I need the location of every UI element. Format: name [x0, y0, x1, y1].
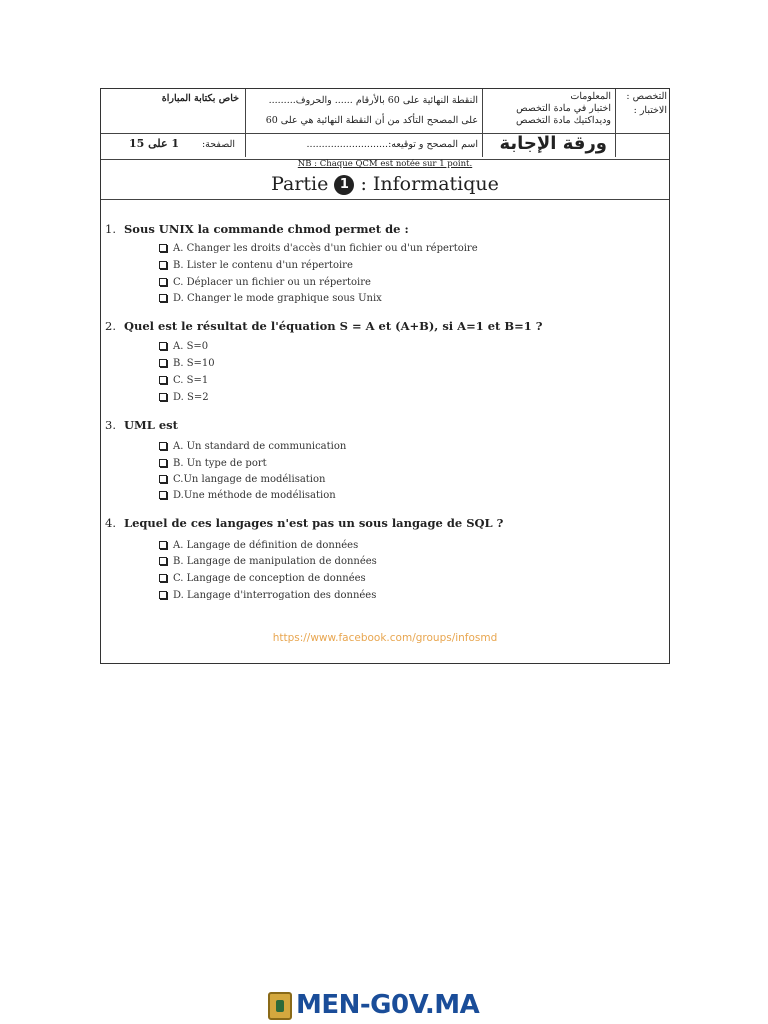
specialty-cell: [616, 89, 669, 157]
option-item[interactable]: [159, 474, 325, 485]
option-item[interactable]: [159, 243, 478, 254]
part-title: [101, 173, 669, 195]
checkbox[interactable]: [159, 541, 167, 549]
checkbox[interactable]: [159, 591, 167, 599]
checkbox[interactable]: [159, 342, 167, 350]
option-item[interactable]: [159, 375, 208, 386]
part-divider: [101, 199, 669, 200]
part-subject: : Informatique: [360, 173, 499, 195]
question-text: Quel est le résultat de l'équation S = A et (A+B), si A=1 et B=1 ?: [123, 319, 543, 333]
question-text: Sous UNIX la commande chmod permet de :: [123, 222, 409, 236]
question-number: 4.: [105, 516, 116, 530]
corrector-line: اسم المصحح و توقيعه:...........................: [306, 139, 478, 150]
option-label: B. Langage de manipulation de données: [173, 556, 377, 567]
option-label: B. S=10: [173, 358, 215, 369]
page-value: 1 على 15: [129, 137, 180, 150]
option-label: C.Un langage de modélisation: [173, 474, 326, 485]
grade-cell: [246, 89, 483, 157]
option-item[interactable]: [159, 441, 346, 452]
question: [105, 418, 178, 432]
option-item[interactable]: [159, 260, 353, 271]
checkbox[interactable]: [159, 459, 167, 467]
option-label: A. S=0: [173, 341, 209, 352]
option-item[interactable]: [159, 293, 382, 304]
checkbox[interactable]: [159, 244, 167, 252]
option-label: B. Un type de port: [173, 458, 267, 469]
subject-line-3: وديداكتيك مادة التخصص: [516, 115, 611, 126]
reserved-label: خاص بكتابة المباراة: [161, 93, 239, 104]
site-name[interactable]: MEN-G0V.MA: [296, 990, 480, 1020]
page-label: الصفحة:: [201, 139, 235, 150]
checkbox[interactable]: [159, 278, 167, 286]
option-item[interactable]: [159, 573, 366, 584]
option-label: A. Langage de définition de données: [173, 540, 359, 551]
option-item[interactable]: [159, 358, 215, 369]
option-item[interactable]: [159, 590, 376, 601]
site-footer: [268, 992, 500, 1024]
option-item[interactable]: [159, 341, 208, 352]
answer-sheet: [100, 88, 670, 664]
checkbox[interactable]: [159, 557, 167, 565]
option-label: D. Changer le mode graphique sous Unix: [173, 293, 382, 304]
checkbox[interactable]: [159, 376, 167, 384]
option-item[interactable]: [159, 392, 209, 403]
question-number: 1.: [105, 222, 116, 236]
part-number-badge: 1: [334, 175, 354, 195]
question-text: UML est: [123, 418, 178, 432]
option-label: D. Langage d'interrogation des données: [173, 590, 377, 601]
answer-sheet-title: ورقة الإجابة: [499, 133, 607, 154]
option-item[interactable]: [159, 277, 371, 288]
facebook-group-link[interactable]: https://www.facebook.com/groups/infosmd: [272, 632, 498, 644]
question: [105, 516, 503, 530]
grade-line-1: النقطة النهائية على 60 بالأرقام ...... والحروف.........: [268, 95, 478, 106]
checkbox[interactable]: [159, 442, 167, 450]
question: [105, 222, 409, 236]
header-table: [101, 89, 669, 160]
ministry-logo-icon: [268, 992, 292, 1020]
checkbox[interactable]: [159, 261, 167, 269]
checkbox[interactable]: [159, 491, 167, 499]
subject-cell: [483, 89, 616, 157]
option-label: C. Déplacer un fichier ou un répertoire: [173, 277, 371, 288]
question-number: 2.: [105, 319, 116, 333]
nb-note: NB : Chaque QCM est notée sur 1 point.: [297, 159, 473, 169]
option-label: A. Changer les droits d'accès d'un fichier ou d'un répertoire: [173, 243, 478, 254]
subject-line-1: المعلومات: [570, 91, 611, 102]
grade-line-2: على المصحح التأكد من أن النقطة النهائية هي على 60: [265, 115, 478, 126]
question-text: Lequel de ces langages n'est pas un sous langage de SQL ?: [123, 516, 504, 530]
option-item[interactable]: [159, 556, 377, 567]
option-label: A. Un standard de communication: [173, 441, 347, 452]
subject-line-2: اختبار في مادة التخصص: [516, 103, 611, 114]
option-label: C. Langage de conception de données: [173, 573, 366, 584]
question-number: 3.: [105, 418, 116, 432]
checkbox[interactable]: [159, 574, 167, 582]
part-label: Partie: [271, 173, 329, 195]
checkbox[interactable]: [159, 359, 167, 367]
question: [105, 319, 542, 333]
option-label: B. Lister le contenu d'un répertoire: [173, 260, 353, 271]
checkbox[interactable]: [159, 393, 167, 401]
option-item[interactable]: [159, 540, 358, 551]
reserved-cell: [101, 89, 246, 157]
specialty-label: التخصص :: [626, 91, 667, 102]
exam-label: الاختبار :: [633, 105, 667, 116]
option-item[interactable]: [159, 490, 336, 501]
checkbox[interactable]: [159, 294, 167, 302]
option-item[interactable]: [159, 458, 267, 469]
option-label: D.Une méthode de modélisation: [173, 490, 336, 501]
option-label: D. S=2: [173, 392, 209, 403]
checkbox[interactable]: [159, 475, 167, 483]
option-label: C. S=1: [173, 375, 209, 386]
